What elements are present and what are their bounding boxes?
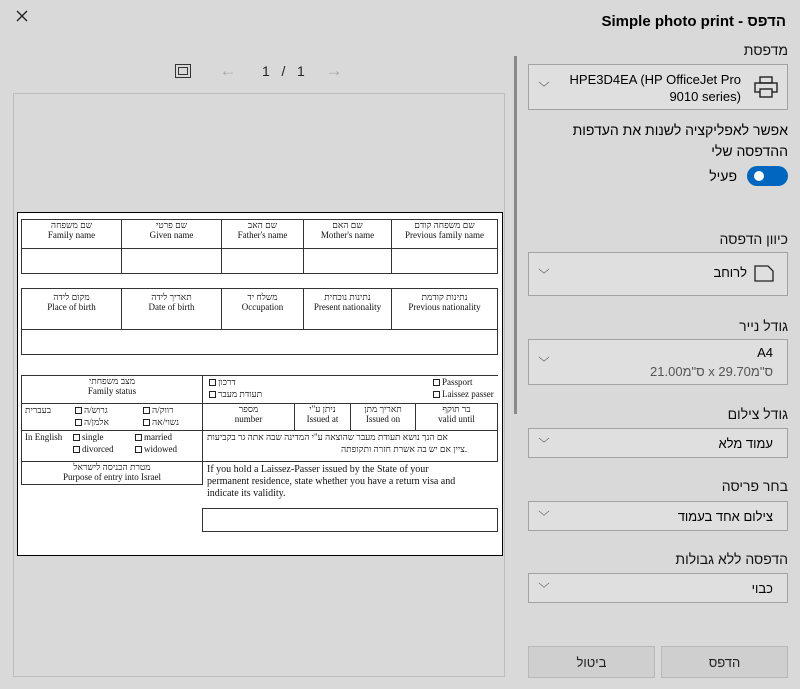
layout-label: בחר פריסה: [721, 478, 788, 494]
page-indicator: [262, 63, 305, 79]
paper-size-dimensions: 21.00ס"מ x 29.70ס"מ: [650, 364, 773, 379]
form-text: If you hold a Laissez-Passer issued by the State of your: [207, 464, 429, 475]
close-button[interactable]: [10, 5, 34, 27]
photo-size-select[interactable]: [528, 428, 788, 458]
form-cell: מצב משפחתי Family status: [21, 375, 203, 404]
chevron-down-icon: ﹀: [538, 82, 550, 94]
form-cell: [391, 248, 498, 274]
form-cell: שם האם Mother's name: [303, 219, 392, 249]
chevron-down-icon: ﹀: [538, 269, 550, 281]
form-cell: [21, 329, 498, 355]
form-text: single: [71, 432, 104, 443]
page-separator: /: [281, 63, 286, 79]
chevron-down-icon: ﹀: [538, 357, 550, 369]
printer-label: מדפסת: [743, 42, 788, 58]
print-button[interactable]: הדפס: [661, 646, 788, 678]
toggle-label: פעיל: [709, 168, 737, 184]
form-text: דרכון: [207, 377, 236, 388]
scrollbar[interactable]: [514, 56, 517, 414]
form-text: indicate its validity.: [207, 488, 286, 499]
layout-select[interactable]: [528, 501, 788, 531]
borderless-value: כבוי: [751, 581, 773, 596]
form-cell: [121, 248, 222, 274]
form-text: In English: [25, 432, 63, 442]
form-text: גרוש/ה: [73, 405, 108, 416]
scanned-form: [21, 219, 498, 549]
form-text: תעודת מעבר: [207, 389, 262, 400]
chevron-down-icon: ﹀: [538, 438, 550, 450]
photo-size-value: עמוד מלא: [718, 436, 773, 451]
form-text: בעברית: [25, 405, 52, 415]
form-cell: מספר number: [202, 403, 295, 431]
form-text: רווק/ה: [141, 405, 174, 416]
form-text: widowed: [133, 444, 177, 455]
layout-value: צילום אחד בעמוד: [677, 509, 773, 524]
form-cell: נתינות קודמת Previous nationality: [391, 288, 498, 330]
form-text: permanent residence, state whether you have a return visa and: [207, 476, 456, 487]
photo-size-label: גודל צילום: [727, 406, 788, 422]
form-cell: [202, 508, 498, 532]
paper-size-label: גודל נייר: [739, 318, 788, 334]
form-cell: [303, 248, 392, 274]
paper-size-value: A4: [757, 345, 773, 360]
borderless-label: הדפסה ללא גבולות: [675, 551, 788, 567]
landscape-page-icon: [754, 265, 774, 282]
permission-text: אפשר לאפליקציה לשנות את העדפות ההדפסה שלי: [572, 122, 788, 159]
form-cell: תאריך מתן Issued on: [350, 403, 416, 431]
close-icon: [16, 10, 28, 22]
fit-to-window-icon[interactable]: [175, 64, 191, 78]
previous-page-icon[interactable]: ←: [219, 61, 237, 80]
dialog-title: Simple photo print - הדפס: [601, 13, 786, 30]
form-cell: מטרת הכניסה לישראל Purpose of entry into Israel: [21, 461, 203, 485]
print-preview: [13, 93, 505, 677]
form-cell: בר תוקף valid until: [415, 403, 498, 431]
preview-page: [17, 212, 503, 556]
chevron-down-icon: ﹀: [538, 583, 550, 595]
form-text: נשוי/אה: [141, 417, 179, 428]
paper-size-select[interactable]: [528, 339, 788, 385]
form-cell: [221, 248, 304, 274]
next-page-icon[interactable]: →: [325, 61, 343, 80]
form-cell: שם פרטי Given name: [121, 219, 222, 249]
form-cell: תאריך לידה Date of birth: [121, 288, 222, 330]
form-cell: ניתן ע"י Issued at: [294, 403, 351, 431]
form-cell: נתינות נוכחית Present nationality: [303, 288, 392, 330]
form-text: Passport: [431, 377, 473, 388]
form-cell: [21, 248, 122, 274]
form-text: אם הנך נושא תעודת מעבר שהוצאה ע"י המדינה שבה אתה גר בקביעות: [207, 432, 448, 442]
orientation-value: לרוחב: [713, 265, 747, 280]
form-cell: משלח יד Occupation: [221, 288, 304, 330]
chevron-down-icon: ﹀: [538, 511, 550, 523]
page-current: 1: [262, 63, 270, 79]
form-text: Laissez passer: [431, 389, 494, 400]
orientation-label: כיוון הדפסה: [719, 231, 788, 247]
orientation-select[interactable]: [528, 252, 788, 296]
permission-toggle[interactable]: [747, 166, 788, 186]
printer-select[interactable]: [528, 64, 788, 110]
borderless-select[interactable]: [528, 573, 788, 603]
form-cell: שם משפחה קודם Previous family name: [391, 219, 498, 249]
form-cell: שם משפחה Family name: [21, 219, 122, 249]
page-total: 1: [297, 63, 305, 79]
cancel-button[interactable]: ביטול: [528, 646, 655, 678]
form-text: married: [133, 432, 172, 443]
form-cell: מקום לידה Place of birth: [21, 288, 122, 330]
form-cell: שם האב Father's name: [221, 219, 304, 249]
printer-icon: [754, 76, 778, 98]
permission-toggle-row: [709, 166, 788, 186]
printer-value: HPE3D4EA (HP OfficeJet Pro 9010 series): [569, 72, 741, 104]
form-text: ציין אם יש בה אשרת חזרה ותקופתה.: [341, 444, 468, 454]
form-cell: [202, 461, 498, 509]
form-text: אלמן/ה: [73, 417, 109, 428]
form-text: divorced: [71, 444, 114, 455]
